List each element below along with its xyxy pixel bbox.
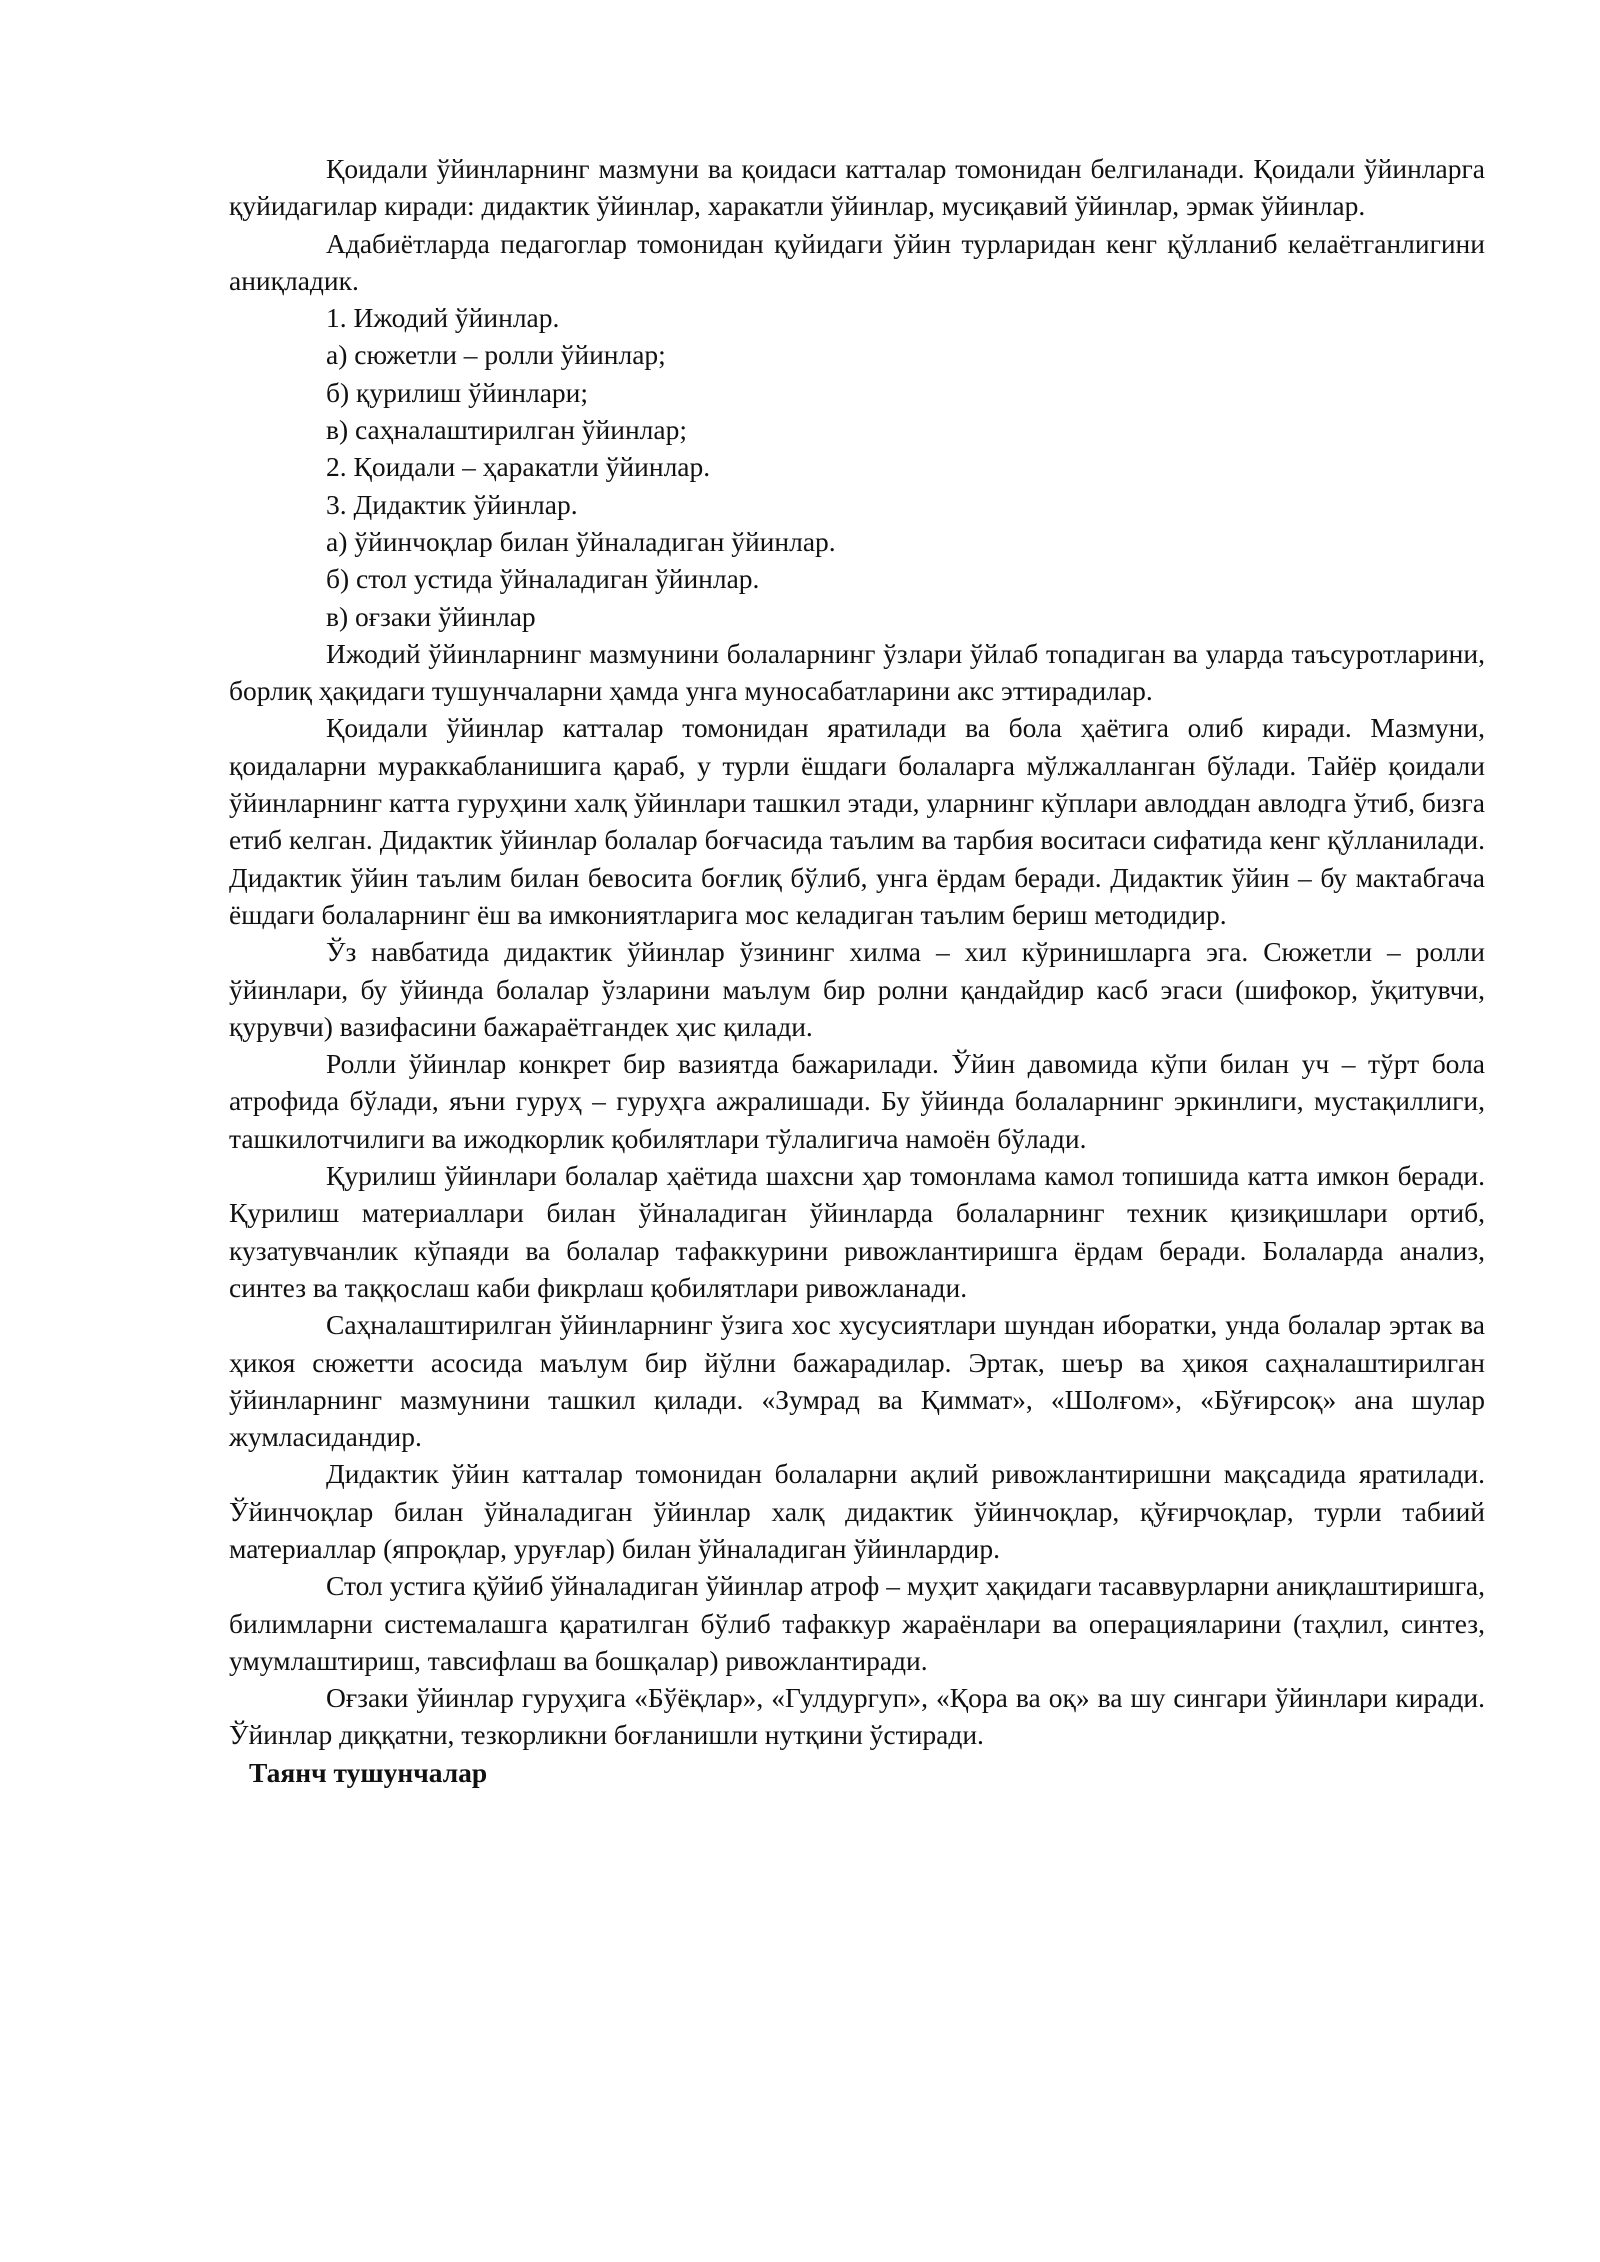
paragraph: Ролли ўйинлар конкрет бир вазиятда бажарилади. Ўйин давомида кўпи билан уч – тўрт бола атрофида бўлади, яъни гуруҳ – гуруҳга ажралишади. Бу ўйинда болаларнинг эркинлиги, мустақиллиги, ташкилотчилиги ва ижодкорлик қобилятлари тўлалигича намоён бўлади. [229, 1048, 1485, 1154]
section-heading: Таянч тушунчалар [249, 1756, 488, 1788]
document-page [229, 150, 1485, 1791]
paragraph: Стол устига қўйиб ўйналадиган ўйинлар атроф – муҳит ҳақидаги тасаввурларни аниқлаштиришга, билимларни системалашга қаратилган бўлиб тафаккур жараёнлари ва операцияларини (таҳлил, синтез, умумлаштириш, тавсифлаш ва бошқалар) ривожлантиради. [229, 1570, 1485, 1676]
list-item: б) стол устида ўйналадиган ўйинлар. [326, 563, 760, 595]
paragraph: Дидактик ўйин катталар томонидан болаларни ақлий ривожлантиришни мақсадида яратилади. Ўйинчоқлар билан ўйналадиган ўйинлар халқ дидактик ўйинчоқлар, қўғирчоқлар, турли табиий материаллар (япроқлар, уруғлар) билан ўйналадиган ўйинлардир. [229, 1458, 1485, 1564]
list-item: 1. Ижодий ўйинлар. [326, 302, 560, 334]
paragraph: Ўз навбатида дидактик ўйинлар ўзининг хилма – хил кўринишларга эга. Сюжетли – ролли ўйинлари, бу ўйинда болалар ўзларини маълум бир ролни қандайдир касб эгаси (шифокор, ўқитувчи, қурувчи) вазифасини бажараётгандек ҳис қилади. [229, 936, 1485, 1042]
list-item: б) қурилиш ўйинлари; [326, 376, 589, 408]
list-item: в) саҳналаштирилган ўйинлар; [326, 414, 688, 446]
paragraph: Қоидали ўйинлар катталар томонидан яратилади ва бола ҳаётига олиб киради. Мазмуни, қоидаларни мураккабланишига қараб, у турли ёшдаги болаларга мўлжалланган бўлади. Тайёр қоидали ўйинларнинг катта гуруҳини халқ ўйинлари ташкил этади, уларнинг кўплари авлоддан авлодга ўтиб, бизга етиб келган. Дидактик ўйинлар болалар боғчасида таълим ва тарбия воситаси сифатида кенг қўлланилади. Дидактик ўйин таълим билан бевосита боғлиқ бўлиб, унга ёрдам беради. Дидактик ўйин – бу мактабгача ёшдаги болаларнинг ёш ва имкониятларига мос келадиган таълим бериш методидир. [229, 712, 1485, 930]
list-item: 2. Қоидали – ҳаракатли ўйинлар. [326, 451, 711, 483]
list-item: а) ўйинчоқлар билан ўйналадиган ўйинлар. [326, 525, 836, 557]
game-types-list [229, 299, 1485, 635]
paragraph: Қоидали ўйинларнинг мазмуни ва қоидаси катталар томонидан белгиланади. Қоидали ўйинларга қуйидагилар киради: дидактик ўйинлар, харакатли ўйинлар, мусиқавий ўйинлар, эрмак ўйинлар. [229, 153, 1485, 222]
list-item: в) оғзаки ўйинлар [326, 600, 536, 632]
list-item: 3. Дидактик ўйинлар. [326, 488, 578, 520]
paragraph: Ижодий ўйинларнинг мазмунини болаларнинг ўзлари ўйлаб топадиган ва уларда таъсуротларини, борлиқ ҳақидаги тушунчаларни ҳамда унга муносабатларини акс эттирадилар. [229, 637, 1485, 707]
paragraph: Оғзаки ўйинлар гуруҳига «Бўёқлар», «Гулдургуп», «Қора ва оқ» ва шу сингари ўйинлари киради. Ўйинлар диққатни, тезкорликни боғланишли нутқини ўстиради. [229, 1682, 1485, 1751]
list-item: а) сюжетли – ролли ўйинлар; [326, 339, 666, 371]
paragraph: Қурилиш ўйинлари болалар ҳаётида шахсни ҳар томонлама камол топишида катта имкон беради. Қурилиш материаллари билан ўйналадиган ўйинларда болаларнинг техник қизиқишлари ортиб, кузатувчанлик кўпаяди ва болалар тафаккурини ривожлантиришга ёрдам беради. Болаларда анализ, синтез ва таққослаш каби фикрлаш қобилятлари ривожланади. [229, 1160, 1485, 1303]
paragraph: Саҳналаштирилган ўйинларнинг ўзига хос хусусиятлари шундан иборатки, унда болалар эртак ва ҳикоя сюжетти асосида маълум бир йўлни бажарадилар. Эртак, шеър ва ҳикоя саҳналаштирилган ўйинларнинг мазмунини ташкил қилади. «Зумрад ва Қиммат», «Шолғом», «Бўғирсоқ» ана шулар жумласидандир. [229, 1309, 1485, 1453]
paragraph: Адабиётларда педагоглар томонидан қуйидаги ўйин турларидан кенг қўлланиб келаётганлигини аниқладик. [229, 227, 1485, 296]
